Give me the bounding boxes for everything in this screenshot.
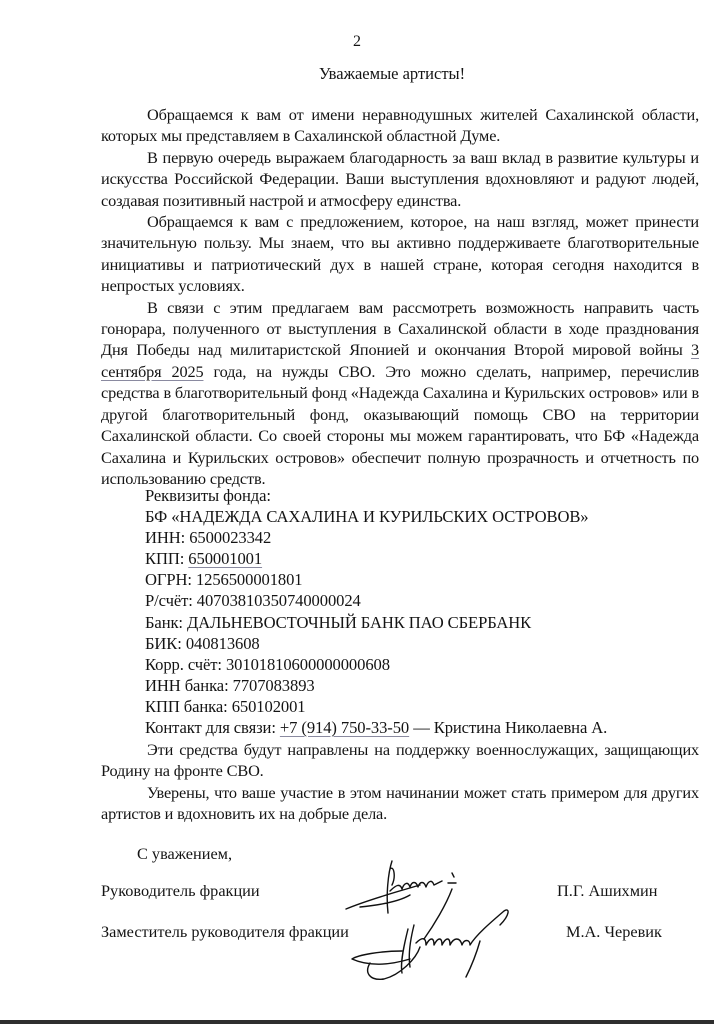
fund-kpp-label: КПП: bbox=[145, 549, 189, 569]
closing-paragraph-1: Эти средства будут направлены на поддержку военнослужащих, защищающих Родину на фронте СВО. bbox=[101, 740, 699, 781]
bank-bik: БИК: 040813608 bbox=[145, 633, 260, 653]
letter-body bbox=[101, 104, 699, 489]
fund-ogrn: ОГРН: 1256500001801 bbox=[145, 570, 303, 590]
fund-account: Р/счёт: 40703810350740000024 bbox=[145, 591, 361, 611]
corr-account: Корр. счёт: 30101810600000000608 bbox=[145, 654, 390, 674]
paragraph-4 bbox=[101, 297, 699, 490]
bank-kpp: КПП банка: 650102001 bbox=[145, 696, 306, 716]
contact-phone[interactable]: +7 (914) 750-33-50 bbox=[279, 718, 410, 738]
page-number: 2 bbox=[353, 33, 361, 50]
fund-name: БФ «НАДЕЖДА САХАЛИНА И КУРИЛЬСКИХ ОСТРОВОВ» bbox=[145, 507, 589, 527]
fund-kpp bbox=[145, 548, 685, 569]
event-date: 3 сентября 2025 bbox=[101, 340, 699, 381]
paragraph-4-end: года, на нужды СВО. Это можно сделать, например, перечислив средства в благотворительный фонд «Надежда Сахалина и Курильских островов» или в другой благотворительный фонд, оказывающий помощь СВО на территории Сахалинской области. Со своей стороны мы можем гарантировать, что БФ «Надежда Сахалина и Курильских островов» обеспечит полную прозрачность и отчетность по использованию средств. bbox=[101, 361, 699, 488]
contact-label: Контакт для связи: bbox=[145, 718, 280, 738]
requisites-title: Реквизиты фонда: bbox=[145, 486, 271, 505]
bottom-edge-bar bbox=[0, 1020, 714, 1024]
greeting-heading: Уважаемые артисты! bbox=[318, 64, 466, 83]
handwritten-signatures bbox=[330, 855, 540, 1005]
fund-requisites bbox=[145, 485, 685, 738]
signature-2 bbox=[352, 889, 508, 979]
signatory-2-name: М.А. Черевик bbox=[566, 922, 662, 941]
signatory-1-position: Руководитель фракции bbox=[101, 881, 260, 900]
signatory-1-name: П.Г. Ашихмин bbox=[557, 881, 658, 900]
signatory-2-position: Заместитель руководителя фракции bbox=[101, 922, 349, 941]
paragraph-2: В первую очередь выражаем благодарность за ваш вклад в развитие культуры и искусства Российской Федерации. Ваши выступления вдохновляют и радуют людей, создавая позитивный настрой и атмосферу единства. bbox=[101, 147, 699, 210]
fund-kpp-value: 650001001 bbox=[188, 549, 263, 569]
fund-bank: Банк: ДАЛЬНЕВОСТОЧНЫЙ БАНК ПАО СБЕРБАНК bbox=[145, 612, 532, 632]
signature-1 bbox=[346, 861, 456, 913]
contact-person: — Кристина Николаевна А. bbox=[409, 718, 608, 738]
paragraph-4-start: В связи с этим предлагаем вам рассмотреть возможность направить часть гонорара, полученного от выступления в Сахалинской области в ходе празднования Дня Победы над милитаристской Японией и окончания Второй мировой войны bbox=[101, 297, 699, 360]
fund-inn: ИНН: 6500023342 bbox=[145, 528, 272, 548]
paragraph-3: Обращаемся к вам с предложением, которое, на наш взгляд, может принести значительную пользу. Мы знаем, что вы активно поддерживаете благотворительные инициативы и патриотический дух в нашей стране, которая сегодня находится в непростых условиях. bbox=[101, 212, 699, 296]
paragraph-1: Обращаемся к вам от имени неравнодушных жителей Сахалинской области, которых мы представляем в Сахалинской областной Думе. bbox=[101, 105, 699, 146]
contact-line bbox=[145, 717, 685, 738]
bank-inn: ИНН банка: 7707083893 bbox=[145, 675, 315, 695]
letter-closing bbox=[101, 739, 699, 825]
closing-paragraph-2: Уверены, что ваше участие в этом начинании может стать примером для других артистов и вдохновить их на добрые дела. bbox=[101, 782, 699, 824]
regards: С уважением, bbox=[137, 844, 233, 863]
